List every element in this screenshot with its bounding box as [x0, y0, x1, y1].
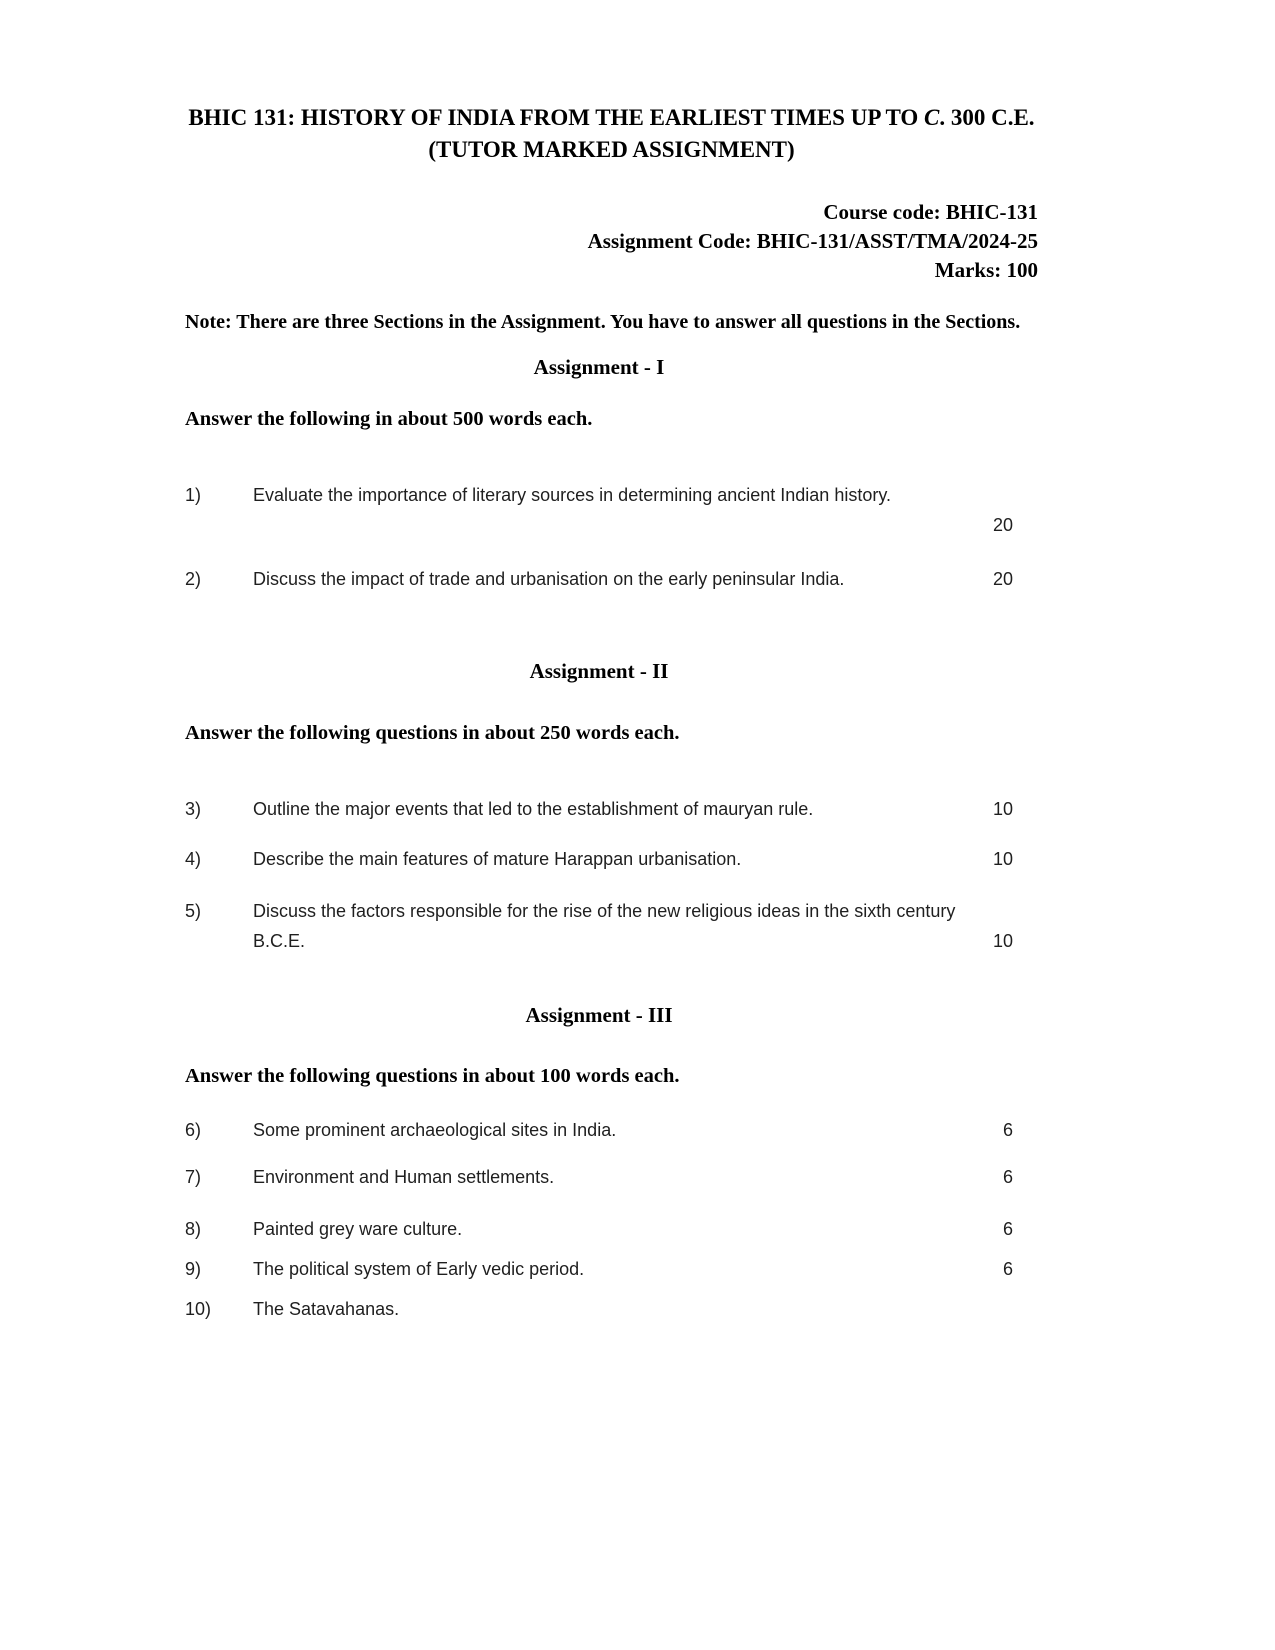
question-row-10: [185, 1294, 1013, 1324]
question-number: 8): [185, 1219, 202, 1239]
question-number: 6): [185, 1120, 202, 1140]
question-marks: 6: [1002, 1167, 1013, 1187]
section-instruction-2: Answer the following questions in about 250 words each.: [185, 722, 680, 744]
assignment-code: Assignment Code: BHIC-131/ASST/TMA/2024-25: [587, 229, 1038, 253]
question-number: 1): [185, 485, 202, 505]
question-marks: 10: [992, 931, 1013, 951]
question-marks: 6: [1002, 1259, 1013, 1279]
question-row-9: [185, 1254, 1013, 1284]
question-text: Evaluate the importance of literary sources in determining ancient Indian history.: [253, 485, 891, 505]
question-number: 7): [185, 1167, 202, 1187]
course-code: Course code: BHIC-131: [823, 200, 1038, 224]
question-text: Environment and Human settlements.: [253, 1167, 555, 1187]
title-text-post: . 300 C.E.: [939, 105, 1035, 130]
question-marks: 6: [1002, 1120, 1013, 1140]
header-meta: [185, 198, 1038, 285]
question-text: Some prominent archaeological sites in India.: [253, 1120, 617, 1140]
question-number: 2): [185, 569, 202, 589]
question-list-1: [185, 480, 1013, 594]
question-list-2: [185, 794, 1013, 956]
question-row-6: [185, 1115, 1013, 1145]
question-marks: 6: [1002, 1219, 1013, 1239]
question-marks: 10: [992, 799, 1013, 819]
question-row-8: [185, 1214, 1013, 1244]
question-text: Outline the major events that led to the establishment of mauryan rule.: [253, 799, 814, 819]
question-text: Describe the main features of mature Harappan urbanisation.: [253, 849, 742, 869]
section-heading-1: Assignment - I: [533, 355, 665, 379]
question-marks: 20: [992, 569, 1013, 589]
question-row-5: [185, 896, 1013, 956]
question-row-2: [185, 564, 1013, 594]
question-number: 10): [185, 1299, 212, 1319]
section-instruction-3: Answer the following questions in about 100 words each.: [185, 1065, 680, 1087]
question-text: Discuss the factors responsible for the rise of the new religious ideas in the sixth century B.C.E.: [253, 901, 956, 951]
total-marks: Marks: 100: [934, 258, 1038, 282]
question-text: The political system of Early vedic period.: [253, 1259, 585, 1279]
question-text: Discuss the impact of trade and urbanisation on the early peninsular India.: [253, 569, 845, 589]
section-instruction-1: Answer the following in about 500 words each.: [185, 408, 593, 430]
title-text-pre: BHIC 131: HISTORY OF INDIA FROM THE EARLIEST TIMES UP TO: [188, 105, 925, 130]
question-text: The Satavahanas.: [253, 1299, 400, 1319]
section-heading-3: Assignment - III: [525, 1003, 673, 1027]
question-list-3: [185, 1115, 1013, 1324]
question-row-4: [185, 844, 1013, 874]
question-row-7: [185, 1162, 1013, 1192]
question-marks: 20: [992, 515, 1013, 535]
document-subtitle: (TUTOR MARKED ASSIGNMENT): [428, 137, 795, 162]
question-number: 9): [185, 1259, 202, 1279]
question-number: 3): [185, 799, 202, 819]
question-row-1: [185, 480, 1013, 510]
question-marks: 10: [992, 849, 1013, 869]
question-number: 5): [185, 901, 202, 921]
document-title: [185, 102, 1038, 166]
question-number: 4): [185, 849, 202, 869]
title-italic-c: C: [924, 105, 940, 130]
section-heading-2: Assignment - II: [529, 659, 669, 683]
question-text: Painted grey ware culture.: [253, 1219, 463, 1239]
question-row-3: [185, 794, 1013, 824]
note-text: Note: There are three Sections in the Assignment. You have to answer all questions in the Sections.: [185, 311, 1021, 333]
